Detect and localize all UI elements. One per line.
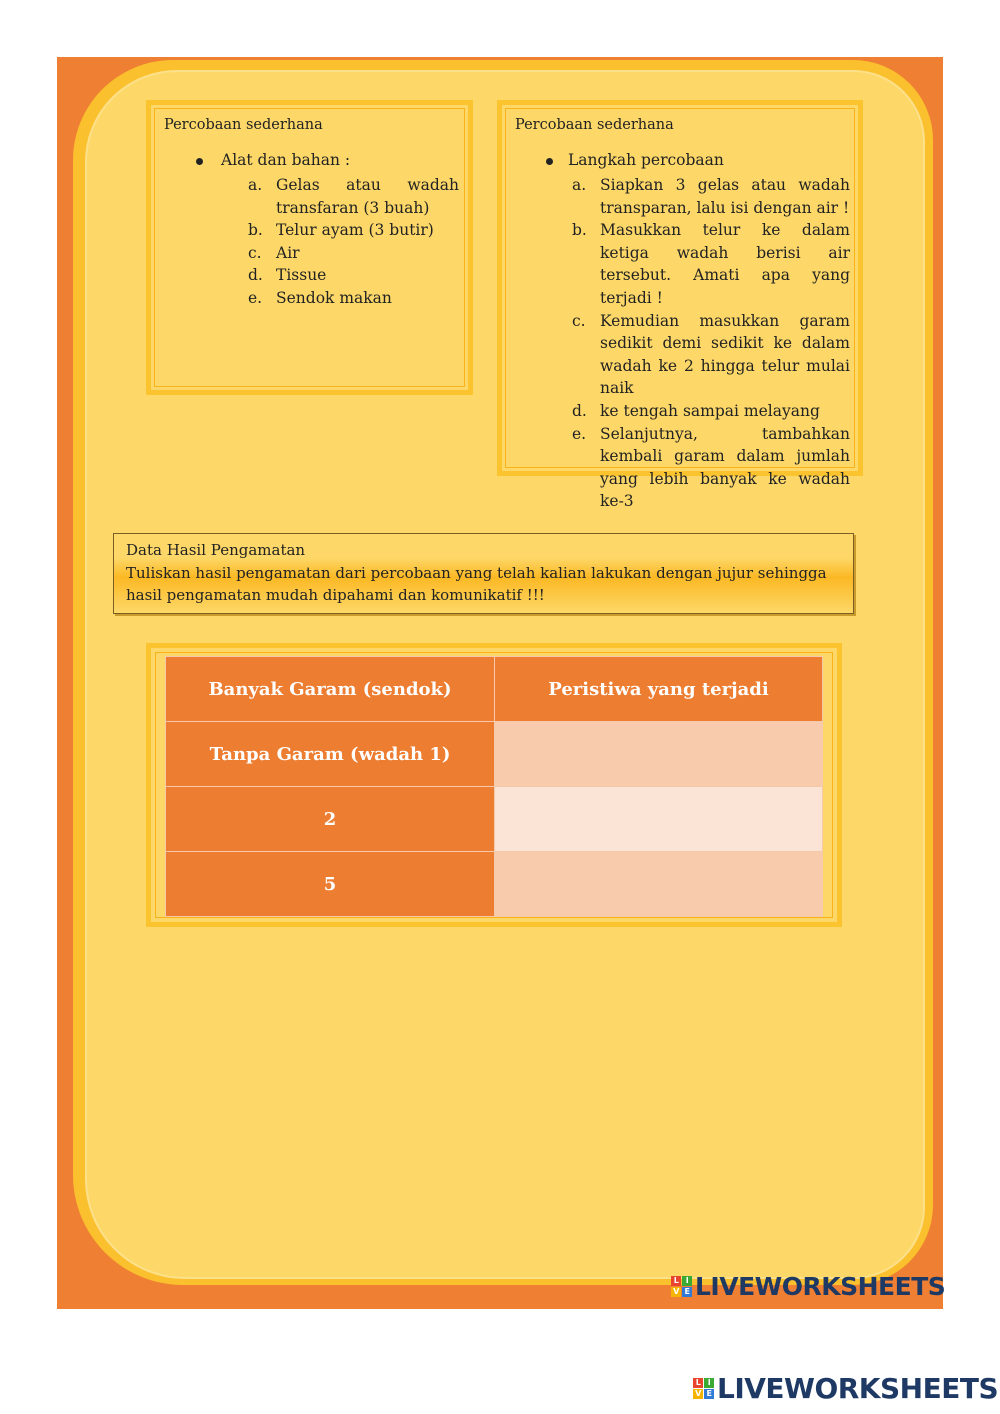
table-header-row [166,657,823,722]
table-row [166,722,823,787]
list-item: d. ke tengah sampai melayang [572,401,820,420]
table-row [166,852,823,917]
answer-cell[interactable] [495,852,823,917]
row-label: 5 [166,852,495,917]
list-item: b. Telur ayam (3 butir) [248,221,434,240]
materials-heading: Alat dan bahan : [221,151,351,169]
answer-cell[interactable] [495,787,823,852]
liveworksheets-logo-text: LIVEWORKSHEETS [695,1272,946,1301]
table-row [166,787,823,852]
steps-list [572,174,850,513]
steps-heading: Langkah percobaan [568,151,724,169]
bullet-icon [196,158,203,165]
bullet-icon [546,158,553,165]
steps-box [497,100,863,511]
observation-title: Data Hasil Pengamatan [126,541,306,559]
liveworksheets-logo-inner [671,1272,945,1301]
observation-instruction-line-1: Tuliskan hasil pengamatan dari percobaan yang telah kalian lakukan dengan jujur sehingga [126,564,827,582]
materials-list [248,174,459,310]
list-item: c. Kemudian masukkan garam sedikit demi sedikit ke dalam wadah ke 2 hingga telur mulai naik [572,311,850,398]
list-item: a. Gelas atau wadah transfaran (3 buah) [248,176,459,217]
observation-instruction-line-2: hasil pengamatan mudah dipahami dan komunikatif !!! [126,586,545,604]
liveworksheets-logo-icon: L I V E [671,1276,692,1297]
list-item: a. Siapkan 3 gelas atau wadah transparan, lalu isi dengan air ! [572,176,850,217]
row-label: 2 [166,787,495,852]
materials-box [146,100,473,395]
materials-box-title: Percobaan sederhana [164,117,323,133]
liveworksheets-logo-icon: L I V E [693,1378,714,1399]
column-header-salt: Banyak Garam (sendok) [166,657,495,722]
results-table [165,656,823,917]
row-label: Tanpa Garam (wadah 1) [166,722,495,787]
answer-cell[interactable] [495,722,823,787]
list-item: e. Sendok makan [248,288,392,307]
list-item: e. Selanjutnya, tambahkan kembali garam dalam jumlah yang lebih banyak ke wadah ke-3 [572,424,850,511]
list-item: d. Tissue [248,266,327,285]
liveworksheets-logo-footer [693,1372,998,1405]
column-header-event: Peristiwa yang terjadi [495,657,823,722]
steps-box-title: Percobaan sederhana [515,117,674,133]
observation-banner [113,533,854,614]
list-item: b. Masukkan telur ke dalam ketiga wadah berisi air tersebut. Amati apa yang terjadi ! [572,221,850,307]
liveworksheets-logo-text: LIVEWORKSHEETS [717,1372,999,1405]
list-item: c. Air [248,243,300,262]
